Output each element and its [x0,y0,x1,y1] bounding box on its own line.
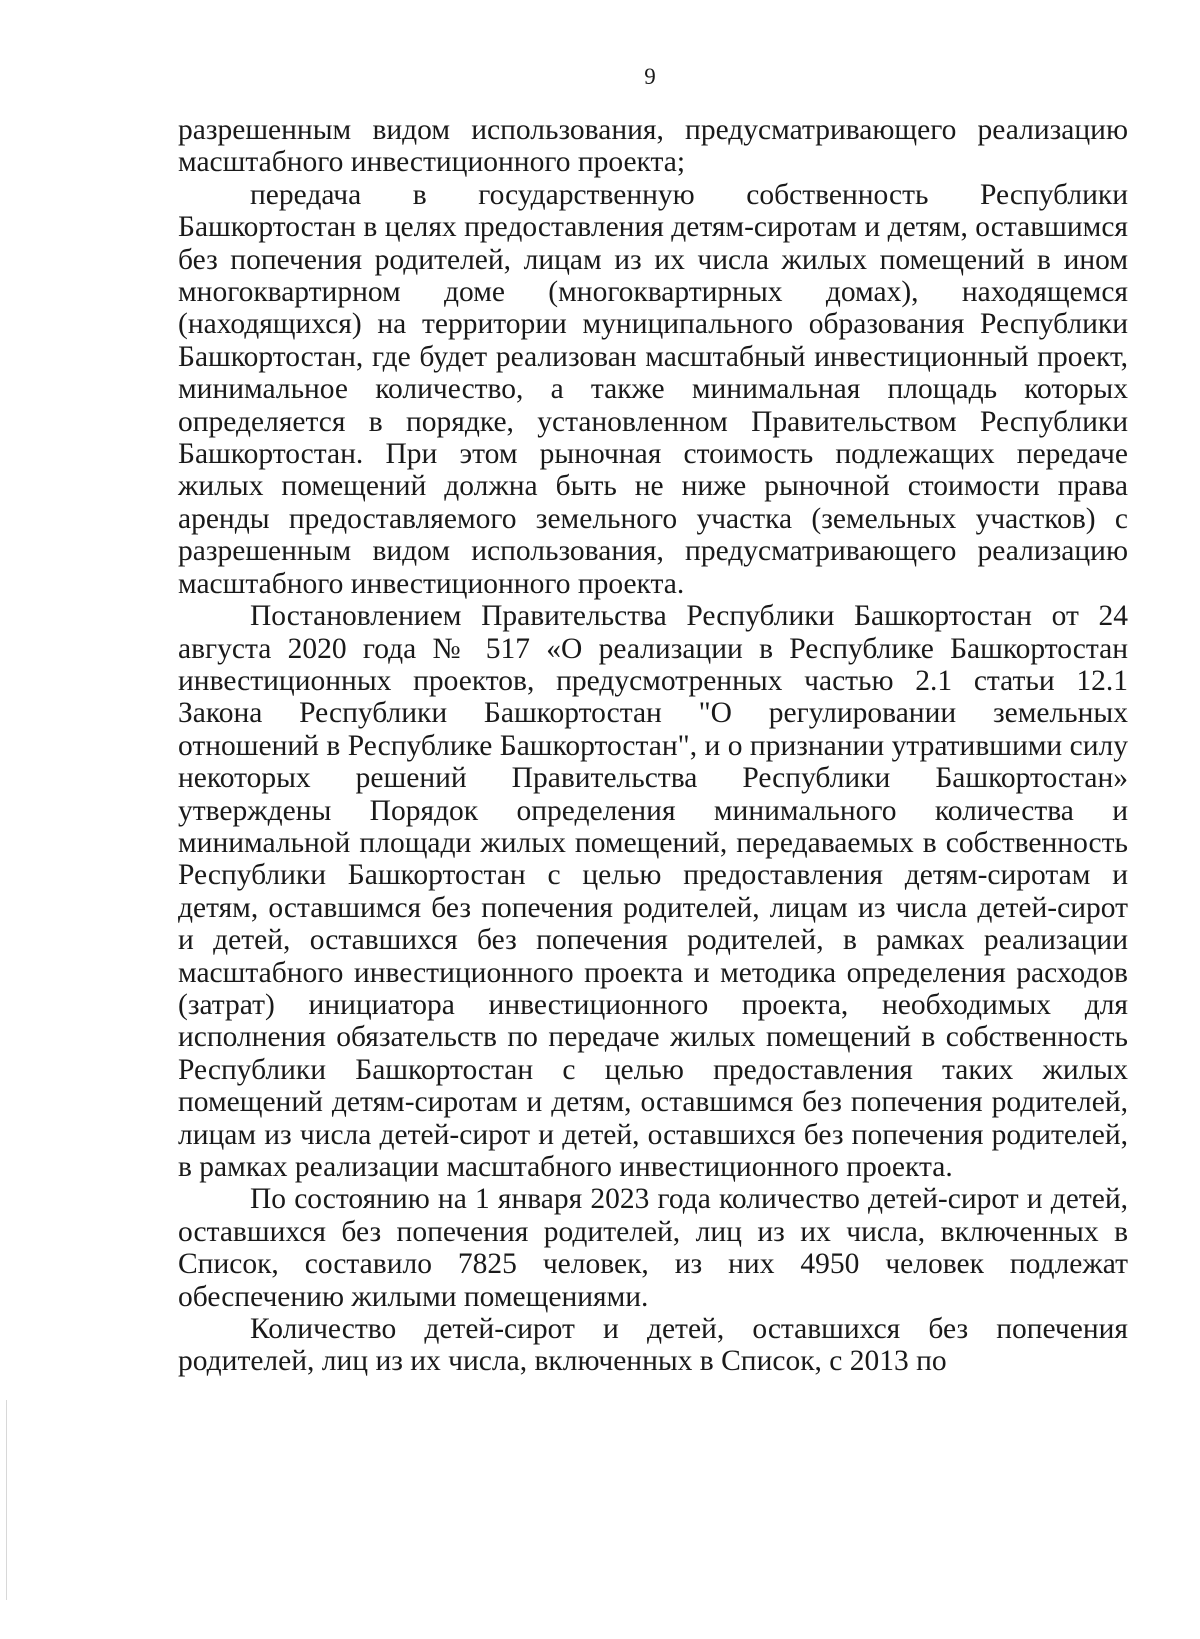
page-number: 9 [644,64,656,89]
paragraph-transfer-to-state-property: передача в государственную собственность Республики Башкортостан в целях предоставления детям-сиротам и детям, оставшимся без попечения родителей, лицам из их числа жилых помещений в ином многоквартирном доме (многоквартирных домах), находящемся (находящихся) на территории муниципального образования Республики Башкортостан, где будет реализован масштабный инвестиционный проект, минимальное количество, а также минимальная площадь которых определяется в порядке, установленном Правительством Республики Башкортостан. При этом рыночная стоимость подлежащих передаче жилых помещений должна быть не ниже рыночной стоимости права аренды предоставляемого земельного участка (земельных участков) с разрешенным видом использования, предусматривающего реализацию масштабного инвестиционного проекта. [178,178,1128,600]
paragraph-status-2023: По состоянию на 1 января 2023 года количество детей-сирот и детей, оставшихся без попечения родителей, лиц из их числа, включенных в Список, составило 7825 человек, из них 4950 человек подлежат обеспечению жилыми помещениями. [178,1183,1128,1313]
scan-edge-line [6,1400,7,1600]
paragraph-count-since-2013: Количество детей-сирот и детей, оставшихся без попечения родителей, лиц из их числа, включенных в Список, с 2013 по [178,1313,1128,1378]
document-body [178,114,1128,1378]
paragraph-continuation: разрешенным видом использования, предусматривающего реализацию масштабного инвестиционного проекта; [178,114,1128,179]
paragraph-government-resolution: Постановлением Правительства Республики Башкортостан от 24 августа 2020 года № 517 «О реализации в Республике Башкортостан инвестиционных проектов, предусмотренных частью 2.1 статьи 12.1 Закона Республики Башкортостан "О регулировании земельных отношений в Республике Башкортостан", и о признании утратившими силу некоторых решений Правительства Республики Башкортостан» утверждены Порядок определения минимального количества и минимальной площади жилых помещений, передаваемых в собственность Республики Башкортостан с целью предоставления детям-сиротам и детям, оставшимся без попечения родителей, лицам из числа детей-сирот и детей, оставшихся без попечения родителей, в рамках реализации масштабного инвестиционного проекта и методика определения расходов (затрат) инициатора инвестиционного проекта, необходимых для исполнения обязательств по передаче жилых помещений в собственность Республики Башкортостан с целью предоставления таких жилых помещений детям-сиротам и детям, оставшимся без попечения родителей, лицам из числа детей-сирот и детей, оставшихся без попечения родителей, в рамках реализации масштабного инвестиционного проекта. [178,600,1128,1183]
